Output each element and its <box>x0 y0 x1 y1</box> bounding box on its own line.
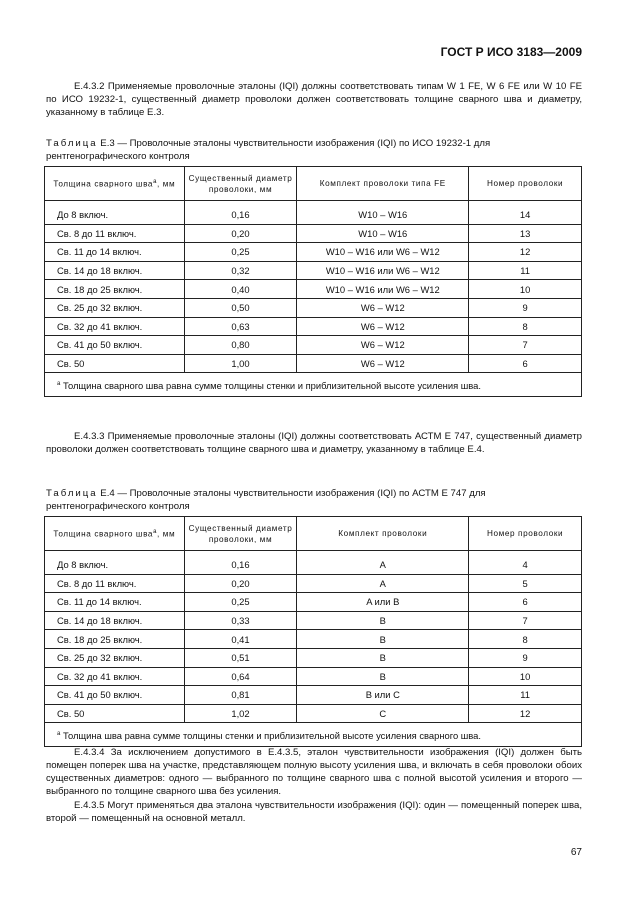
table-row <box>45 224 582 243</box>
paragraph-e435: E.4.3.5 Могут применяться два эталона чувствительности изображения (IQI): один — помещенный поперек шва, второй — помещенный на основной металл. <box>46 800 582 824</box>
table-cell: 0,16 <box>184 201 297 225</box>
table-cell: W10 – W16 или W6 – W12 <box>297 280 469 299</box>
table-cell: W10 – W16 или W6 – W12 <box>297 261 469 280</box>
header-row <box>45 167 582 201</box>
table-cell: 10 <box>469 667 582 686</box>
table-cell: Св. 11 до 14 включ. <box>45 243 185 262</box>
table-cell: 0,32 <box>184 261 297 280</box>
caption-label: Таблица <box>46 488 98 499</box>
table-cell: 0,20 <box>184 224 297 243</box>
table-row <box>45 648 582 667</box>
table-row <box>45 243 582 262</box>
header-unit: , мм <box>157 179 176 189</box>
table-cell: B или C <box>297 686 469 705</box>
header-row <box>45 517 582 551</box>
table-cell: До 8 включ. <box>45 551 185 575</box>
standard-header: ГОСТ Р ИСО 3183—2009 <box>440 45 582 59</box>
caption-text: Е.3 — Проволочные эталоны чувствительности изображения (IQI) по ИСО 19232-1 для рентгенографического контроля <box>46 138 491 162</box>
table-cell: W6 – W12 <box>297 298 469 317</box>
column-header: Номер проволоки <box>469 517 582 551</box>
table-cell: 5 <box>469 574 582 593</box>
table-cell: 0,40 <box>184 280 297 299</box>
table-cell: Св. 50 <box>45 704 185 723</box>
table-cell: 9 <box>469 648 582 667</box>
table-row <box>45 630 582 649</box>
caption-text: Е.4 — Проволочные эталоны чувствительности изображения (IQI) по АСТМ Е 747 для рентгенографического контроля <box>46 488 486 512</box>
table-cell: 6 <box>469 593 582 612</box>
table-cell: A <box>297 574 469 593</box>
table-cell: B <box>297 630 469 649</box>
table-row <box>45 704 582 723</box>
table-cell: Св. 8 до 11 включ. <box>45 574 185 593</box>
table-cell: Св. 41 до 50 включ. <box>45 686 185 705</box>
table-cell: 1,00 <box>184 354 297 373</box>
footnote-text: Толщина шва равна сумме толщины стенки и приблизительной высоте усиления сварного шва. <box>62 729 481 741</box>
table-cell: B <box>297 648 469 667</box>
table-row <box>45 354 582 373</box>
table-cell: 10 <box>469 280 582 299</box>
footnote-marker: a <box>57 730 61 737</box>
table-cell: Св. 18 до 25 включ. <box>45 280 185 299</box>
table-cell: 14 <box>469 201 582 225</box>
footnote-text: Толщина сварного шва равна сумме толщины стенки и приблизительной высоте усиления шва. <box>62 379 481 391</box>
header-text: Толщина сварного шва <box>53 529 154 539</box>
table-row <box>45 298 582 317</box>
table-row <box>45 574 582 593</box>
paragraph-e432: E.4.3.2 Применяемые проволочные эталоны (IQI) должны соответствовать типам W 1 FE, W 6 FE или W 10 FE по ИСО 19232-1, существенный диаметр проволоки должен соответствовать толщине сварного шва и диаметру, указанному в таблице Е.3. <box>46 81 582 118</box>
table-cell: Св. 25 до 32 включ. <box>45 298 185 317</box>
table-cell: Св. 14 до 18 включ. <box>45 611 185 630</box>
table-cell: 12 <box>469 704 582 723</box>
table-footnote <box>45 373 582 397</box>
table-row <box>45 317 582 336</box>
table-cell: B <box>297 611 469 630</box>
table-row <box>45 261 582 280</box>
table-row <box>45 593 582 612</box>
table-cell: 4 <box>469 551 582 575</box>
table-cell: Св. 32 до 41 включ. <box>45 317 185 336</box>
table-cell: 12 <box>469 243 582 262</box>
table-cell: W6 – W12 <box>297 317 469 336</box>
table-cell: W6 – W12 <box>297 336 469 355</box>
header-text: Толщина сварного шва <box>53 179 154 189</box>
table-cell: 0,81 <box>184 686 297 705</box>
column-header: Комплект проволоки типа FE <box>297 167 469 201</box>
table-cell: Св. 11 до 14 включ. <box>45 593 185 612</box>
footnote-marker: a <box>57 380 61 387</box>
column-header: Существенный диаметр проволоки, мм <box>184 517 297 551</box>
table-cell: 11 <box>469 686 582 705</box>
table-footnote <box>45 723 582 747</box>
table-cell: W10 – W16 <box>297 201 469 225</box>
table-cell: Св. 41 до 50 включ. <box>45 336 185 355</box>
table-cell: 0,80 <box>184 336 297 355</box>
table-cell: Св. 32 до 41 включ. <box>45 667 185 686</box>
table-cell: Св. 25 до 32 включ. <box>45 648 185 667</box>
column-header: Существенный диаметр проволоки, мм <box>184 167 297 201</box>
table-e3 <box>44 166 582 397</box>
table-cell: 0,41 <box>184 630 297 649</box>
table-cell: 8 <box>469 317 582 336</box>
table-cell: W10 – W16 <box>297 224 469 243</box>
table-cell: 13 <box>469 224 582 243</box>
table-cell: 7 <box>469 336 582 355</box>
table-row <box>45 667 582 686</box>
table-cell: Св. 8 до 11 включ. <box>45 224 185 243</box>
table-cell: 0,50 <box>184 298 297 317</box>
table-row <box>45 611 582 630</box>
table-cell: 7 <box>469 611 582 630</box>
column-header: Комплект проволоки <box>297 517 469 551</box>
table-cell: 0,64 <box>184 667 297 686</box>
table-cell: До 8 включ. <box>45 201 185 225</box>
table-cell: 8 <box>469 630 582 649</box>
footnote-row <box>45 373 582 397</box>
table-cell: W10 – W16 или W6 – W12 <box>297 243 469 262</box>
header-unit: , мм <box>157 529 176 539</box>
table-row <box>45 551 582 575</box>
table-cell: 9 <box>469 298 582 317</box>
table-cell: 0,33 <box>184 611 297 630</box>
table-cell: Св. 14 до 18 включ. <box>45 261 185 280</box>
table-cell: W6 – W12 <box>297 354 469 373</box>
paragraph-e433: E.4.3.3 Применяемые проволочные эталоны (IQI) должны соответствовать АСТМ Е 747, существенный диаметр проволоки должен соответствовать толщине сварного шва и диаметру, указанному в таблице Е.4. <box>46 431 582 455</box>
table-e4 <box>44 516 582 747</box>
table-cell: 0,51 <box>184 648 297 667</box>
table-e3-caption <box>46 137 582 163</box>
table-cell: Св. 50 <box>45 354 185 373</box>
caption-label: Таблица <box>46 138 98 149</box>
page-number: 67 <box>570 847 582 858</box>
table-row <box>45 201 582 225</box>
table-cell: 0,63 <box>184 317 297 336</box>
table-cell: 0,25 <box>184 593 297 612</box>
table-row <box>45 280 582 299</box>
paragraph-e434: E.4.3.4 За исключением допустимого в Е.4.3.5, эталон чувствительности изображения (IQI) должен быть помещен поперек шва на участке, представляющем полную высоту усиления шва, и включать в себя проволоки обоих существенных диаметров: одного — выбранного по толщине сварного шва с полной высотой усиления и второго — выбранного по толщине сварного шва без усиления. <box>46 747 582 797</box>
table-cell: 0,20 <box>184 574 297 593</box>
column-header: Номер проволоки <box>469 167 582 201</box>
table-cell: A <box>297 551 469 575</box>
table-cell: 1,02 <box>184 704 297 723</box>
table-cell: B <box>297 667 469 686</box>
table-row <box>45 336 582 355</box>
column-header <box>45 167 185 201</box>
table-cell: Св. 18 до 25 включ. <box>45 630 185 649</box>
column-header <box>45 517 185 551</box>
table-cell: 11 <box>469 261 582 280</box>
footnote-row <box>45 723 582 747</box>
table-cell: C <box>297 704 469 723</box>
footnote-marker: a <box>153 179 158 186</box>
table-cell: 0,25 <box>184 243 297 262</box>
footnote-marker: a <box>153 529 158 536</box>
table-cell: 6 <box>469 354 582 373</box>
table-e4-caption <box>46 487 582 513</box>
table-row <box>45 686 582 705</box>
table-cell: A или B <box>297 593 469 612</box>
table-cell: 0,16 <box>184 551 297 575</box>
